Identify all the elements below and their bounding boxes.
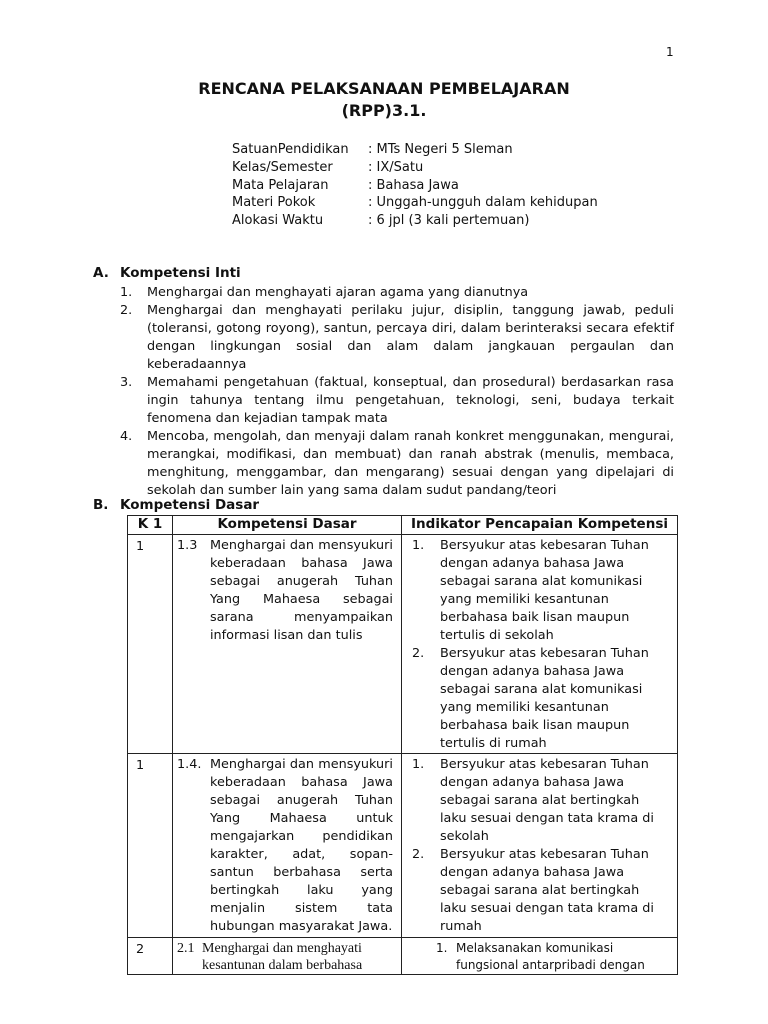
info-label: Alokasi Waktu — [232, 213, 324, 229]
list-number: 3. — [120, 375, 133, 390]
page-number: 1 — [666, 45, 674, 59]
list-text: Menghargai dan menghayati ajaran agama yang dianutnya — [147, 285, 529, 300]
table-header-row — [128, 516, 678, 535]
kd-cell — [173, 535, 402, 754]
info-row — [232, 212, 598, 230]
list-item — [120, 428, 674, 500]
indikator-cell — [402, 535, 678, 754]
kd-number: 1.4. — [177, 757, 202, 772]
info-value: : 6 jpl (3 kali pertemuan) — [368, 213, 530, 229]
table-row — [128, 754, 678, 938]
list-text: Bersyukur atas kebesaran Tuhan dengan adanya bahasa Jawa sebagai sarana alat bertingkah laku sesuai dengan tata krama di rumah — [440, 847, 654, 934]
ki-cell: 2 — [128, 938, 173, 975]
list-item — [120, 302, 674, 374]
kd-text: Menghargai dan menghayati kesantunan dalam berbahasa — [202, 941, 363, 973]
table-row — [128, 938, 678, 975]
kd-cell — [173, 938, 402, 975]
list-text: Memahami pengetahuan (faktual, konseptual, dan prosedural) berdasarkan rasa ingin tahunya tentang ilmu pengetahuan, teknologi, seni, budaya terkait fenomena dan kejadian tampak mata — [147, 375, 674, 426]
list-text: Menghargai dan menghayati perilaku jujur, disiplin, tanggung jawab, peduli (toleransi, gotong royong), santun, percaya diri, dalam berinteraksi secara efektif dengan lingkungan sosial dan alam dalam jangkauan pergaulan dan keberadaannya — [147, 303, 674, 372]
list-item — [412, 756, 669, 846]
kd-number: 2.1 — [177, 941, 195, 956]
list-number: 1. — [120, 285, 133, 300]
info-value: : Unggah-ungguh dalam kehidupan — [368, 195, 598, 211]
info-row — [232, 194, 598, 212]
list-item — [412, 537, 669, 645]
list-number: 4. — [120, 429, 133, 444]
info-value: : Bahasa Jawa — [368, 177, 459, 193]
info-label: Kelas/Semester — [232, 159, 333, 175]
info-label: Mata Pelajaran — [232, 177, 329, 193]
kompetensi-dasar-table — [127, 515, 678, 975]
info-label: SatuanPendidikan — [232, 142, 349, 157]
section-letter: A. — [93, 265, 109, 281]
section-title: Kompetensi Dasar — [120, 497, 260, 513]
list-text: Bersyukur atas kebesaran Tuhan dengan adanya bahasa Jawa sebagai sarana alat komunikasi yang memiliki kesantunan berbahasa baik lisan maupun tertulis di rumah — [440, 646, 649, 751]
list-number: 1. — [412, 538, 425, 553]
header-ki: K 1 — [128, 516, 173, 535]
kd-text: Menghargai dan mensyukuri keberadaan bahasa Jawa sebagai anugerah Tuhan Yang Mahaesa sebagai sarana menyampaikan informasi lisan dan tulis — [210, 538, 393, 643]
info-value: : IX/Satu — [368, 159, 424, 175]
section-title: Kompetensi Inti — [120, 265, 241, 281]
list-item — [412, 846, 669, 936]
kompetensi-inti-list — [120, 284, 674, 500]
header-indikator: Indikator Pencapaian Kompetensi — [402, 516, 678, 535]
list-number: 1. — [436, 941, 448, 955]
info-label: Materi Pokok — [232, 195, 316, 211]
header-kd: Kompetensi Dasar — [173, 516, 402, 535]
list-text: Bersyukur atas kebesaran Tuhan dengan adanya bahasa Jawa sebagai sarana alat komunikasi yang memiliki kesantunan berbahasa baik lisan maupun tertulis di sekolah — [440, 538, 649, 643]
list-number: 2. — [412, 847, 425, 862]
title-line-2: (RPP)3.1. — [341, 101, 427, 120]
list-number: 1. — [412, 757, 425, 772]
list-item — [436, 940, 669, 974]
list-number: 2. — [412, 646, 425, 661]
list-item — [120, 284, 674, 302]
list-text: Mencoba, mengolah, dan menyaji dalam ranah konkret menggunakan, mengurai, merangkai, modifikasi, dan membuat) dan ranah abstrak (menulis, membaca, menghitung, menggambar, dan mengarang) sesuai dengan yang dipelajari di sekolah dan sumber lain yang sama dalam sudut pandang/teori — [147, 429, 674, 498]
table-row — [128, 535, 678, 754]
info-row — [232, 177, 598, 195]
title-line-1: RENCANA PELAKSANAAN PEMBELAJARAN — [198, 79, 570, 98]
indikator-cell — [402, 938, 678, 975]
kd-text: Menghargai dan mensyukuri keberadaan bahasa Jawa sebagai anugerah Tuhan Yang Mahaesa untuk mengajarkan pendidikan karakter, adat, sopan-santun berbahasa serta bertingkah laku yang menjalin sistem tata hubungan masyarakat Jawa. — [210, 757, 393, 934]
indikator-cell — [402, 754, 678, 938]
kd-number: 1.3 — [177, 538, 198, 553]
info-value: : MTs Negeri 5 Sleman — [368, 142, 513, 157]
info-row — [232, 141, 598, 159]
section-letter: B. — [93, 497, 109, 513]
info-row — [232, 159, 598, 177]
identity-block — [232, 141, 598, 230]
list-item — [120, 374, 674, 428]
list-text: Melaksanakan komunikasi fungsional antarpribadi dengan — [456, 941, 645, 972]
document-title — [0, 78, 768, 122]
kd-cell — [173, 754, 402, 938]
ki-cell: 1 — [128, 754, 173, 938]
list-item — [412, 645, 669, 753]
section-b-heading — [93, 497, 259, 513]
ki-cell: 1 — [128, 535, 173, 754]
section-a-heading — [93, 265, 241, 281]
list-text: Bersyukur atas kebesaran Tuhan dengan adanya bahasa Jawa sebagai sarana alat bertingkah laku sesuai dengan tata krama di sekolah — [440, 757, 654, 844]
list-number: 2. — [120, 303, 133, 318]
